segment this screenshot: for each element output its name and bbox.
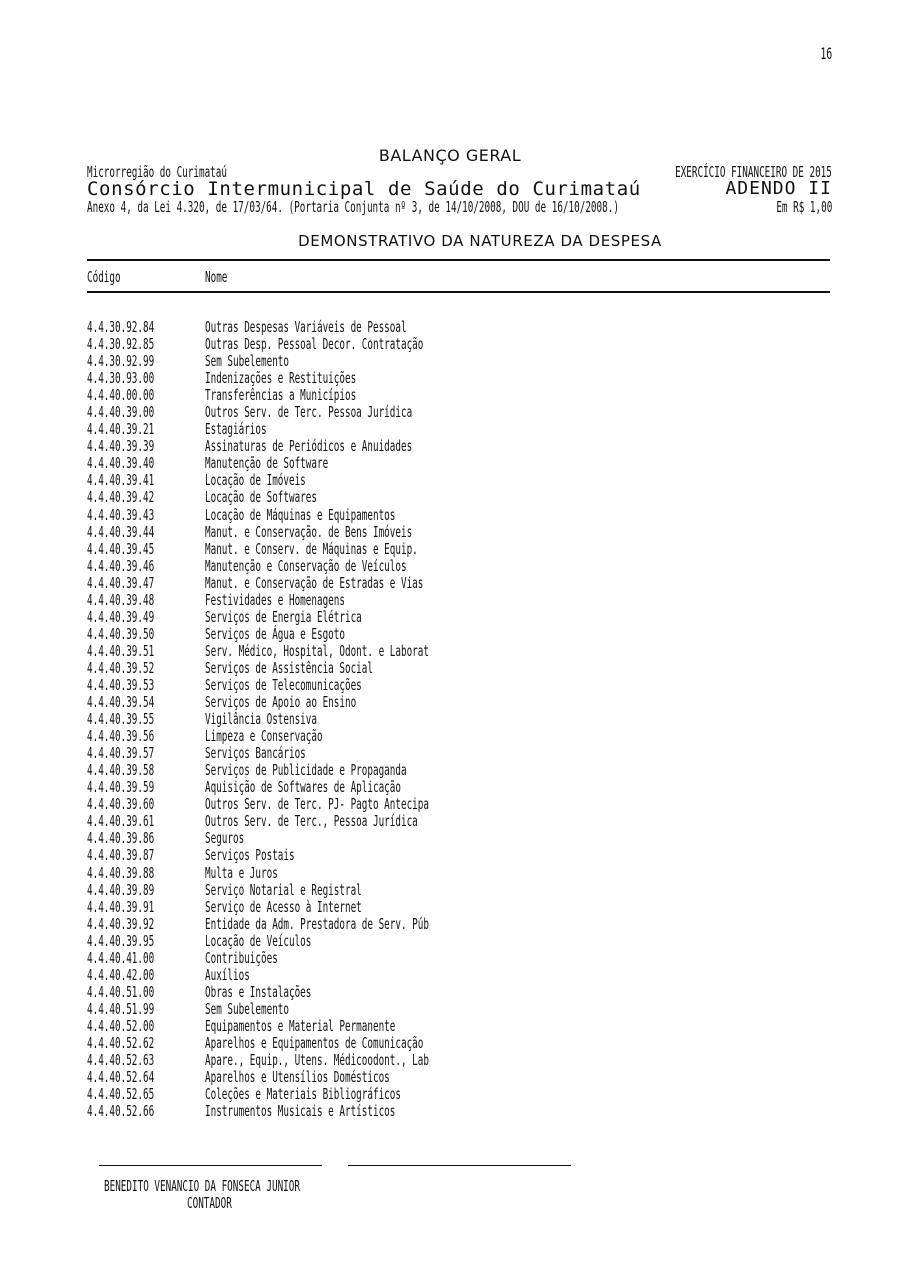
expense-name: Festividades e Homenagens [205,590,345,609]
expense-code: 4.4.40.39.91 [87,897,155,916]
expense-code: 4.4.40.39.44 [87,522,155,541]
legal-basis: Anexo 4, da Lei 4.320, de 17/03/64. (Portaria Conjunta nº 3, de 14/10/2008, DOU de 16/10/2008.) [87,198,619,216]
expense-name: Outras Despesas Variáveis de Pessoal [205,318,407,336]
expense-code: 4.4.40.39.47 [87,573,155,592]
expense-name: Serviços de Publicidade e Propaganda [205,761,407,780]
expense-name: Serviços Bancários [205,744,306,763]
expense-name: Serviços de Apoio ao Ensino [205,693,357,712]
signature-line-1 [99,1165,322,1166]
expense-code: 4.4.40.39.40 [87,454,155,473]
expense-code: 4.4.30.92.85 [87,335,155,354]
expense-name: Instrumentos Musicais e Artísticos [205,1102,396,1121]
signer-name: BENEDITO VENANCIO DA FONSECA JUNIOR [104,1177,300,1195]
expense-name: Locação de Máquinas e Equipamentos [205,505,396,524]
expense-name: Limpeza e Conservação [205,727,323,746]
expense-name: Outros Serv. de Terc. Pessoa Jurídica [205,403,413,422]
expense-code: 4.4.40.39.54 [87,693,155,712]
expense-name: Aquisição de Softwares de Aplicação [205,778,401,797]
expense-code: 4.4.40.39.48 [87,590,155,609]
expense-name: Outras Desp. Pessoal Decor. Contratação [205,335,424,354]
expense-code: 4.4.40.39.56 [87,727,155,746]
expense-name: Manutenção de Software [205,454,329,473]
header-divider-top [87,259,830,261]
expense-code: 4.4.40.39.39 [87,437,155,456]
expense-name: Estagiários [205,420,267,439]
expense-name: Manut. e Conserv. de Máquinas e Equip. [205,539,418,558]
expense-code: 4.4.40.39.89 [87,880,155,899]
expense-name: Vigilância Ostensiva [205,710,317,729]
currency-unit: Em R$ 1,00 [776,198,832,216]
expense-code: 4.4.40.39.59 [87,778,155,797]
expense-name: Auxílios [205,965,250,984]
expense-name: Coleções e Materiais Bibliográficos [205,1085,401,1104]
expense-code: 4.4.40.39.55 [87,710,155,729]
expense-code: 4.4.40.52.63 [87,1051,155,1070]
expense-code: 4.4.40.39.00 [87,403,155,422]
expense-code: 4.4.40.39.95 [87,931,155,950]
expense-name: Apare., Equip., Utens. Médicoodont., Lab [205,1051,429,1070]
expense-name: Serviços de Assistência Social [205,658,373,677]
expense-name: Locação de Softwares [205,488,317,507]
expense-name: Entidade da Adm. Prestadora de Serv. Púb [205,914,429,933]
addendum-label: ADENDO II [725,178,832,199]
expense-code: 4.4.40.39.57 [87,744,155,763]
expense-name: Aparelhos e Equipamentos de Comunicação [205,1033,424,1052]
expense-code: 4.4.40.39.53 [87,675,155,694]
expense-name: Serviço de Acesso à Internet [205,897,362,916]
expense-code: 4.4.40.39.92 [87,914,155,933]
expense-name: Serv. Médico, Hospital, Odont. e Laborat [205,641,429,660]
expense-code: 4.4.30.93.00 [87,369,155,388]
expense-name: Transferências a Municípios [205,386,357,405]
expense-code: 4.4.40.39.45 [87,539,155,558]
expense-code: 4.4.40.52.62 [87,1033,155,1052]
expense-code: 4.4.40.51.99 [87,999,155,1018]
expense-code: 4.4.40.00.00 [87,386,155,405]
expense-name: Sem Subelemento [205,352,289,371]
expense-name: Serviços de Água e Esgoto [205,624,345,643]
expense-code: 4.4.40.39.52 [87,658,155,677]
report-subtitle: DEMONSTRATIVO DA NATUREZA DA DESPESA [298,232,662,250]
expense-name: Seguros [205,829,245,848]
column-header-code: Código [87,268,121,286]
expense-name: Outros Serv. de Terc., Pessoa Jurídica [205,812,418,831]
expense-code: 4.4.40.39.88 [87,863,155,882]
expense-name: Indenizações e Restituições [205,369,357,388]
expense-code: 4.4.40.39.58 [87,761,155,780]
expense-name: Manut. e Conservação. de Bens Imóveis [205,522,413,541]
expense-code: 4.4.40.52.66 [87,1102,155,1121]
expense-code: 4.4.40.52.65 [87,1085,155,1104]
expense-name: Assinaturas de Periódicos e Anuidades [205,437,413,456]
expense-name: Multa e Juros [205,863,278,882]
expense-name: Locação de Veículos [205,931,312,950]
expense-code: 4.4.40.39.61 [87,812,155,831]
expense-code: 4.4.40.39.60 [87,795,155,814]
expense-name: Locação de Imóveis [205,471,306,490]
expense-code: 4.4.40.41.00 [87,948,155,967]
page-number: 16 [820,44,832,63]
entity-name: Consórcio Intermunicipal de Saúde do Curimataú [87,178,641,200]
signer-role: CONTADOR [187,1194,232,1212]
region-label: Microrregião do Curimataú [87,163,227,181]
expense-code: 4.4.40.39.50 [87,624,155,643]
expense-code: 4.4.40.39.21 [87,420,155,439]
expense-code: 4.4.30.92.84 [87,318,155,336]
expense-code: 4.4.40.52.64 [87,1068,155,1087]
expense-name: Sem Subelemento [205,999,289,1018]
expense-code: 4.4.40.39.46 [87,556,155,575]
header-divider-bottom [87,291,830,293]
column-header-name: Nome [205,268,228,286]
expense-code: 4.4.40.39.42 [87,488,155,507]
expense-name: Serviços de Telecomunicações [205,675,362,694]
fiscal-year-label: EXERCÍCIO FINANCEIRO DE 2015 [675,163,832,181]
expense-code: 4.4.40.51.00 [87,982,155,1001]
expense-code: 4.4.40.39.41 [87,471,155,490]
expense-name: Serviços de Energia Elétrica [205,607,362,626]
expense-name: Serviço Notarial e Registral [205,880,362,899]
expense-code: 4.4.40.39.86 [87,829,155,848]
report-title: BALANÇO GERAL [378,146,522,165]
expense-name: Equipamentos e Material Permanente [205,1016,396,1035]
expense-code: 4.4.40.39.51 [87,641,155,660]
expense-name: Manut. e Conservação de Estradas e Vias [205,573,424,592]
expense-code: 4.4.40.52.00 [87,1016,155,1035]
expense-code: 4.4.40.39.49 [87,607,155,626]
expense-name: Obras e Instalações [205,982,312,1001]
expense-code: 4.4.30.92.99 [87,352,155,371]
expense-name: Outros Serv. de Terc. PJ- Pagto Antecipa [205,795,429,814]
signature-line-2 [348,1165,571,1166]
expense-code: 4.4.40.39.87 [87,846,155,865]
expense-name: Aparelhos e Utensílios Domésticos [205,1068,390,1087]
expense-code: 4.4.40.42.00 [87,965,155,984]
expense-code: 4.4.40.39.43 [87,505,155,524]
expense-name: Serviços Postais [205,846,295,865]
expense-name: Contribuições [205,948,278,967]
expense-name: Manutenção e Conservação de Veículos [205,556,407,575]
